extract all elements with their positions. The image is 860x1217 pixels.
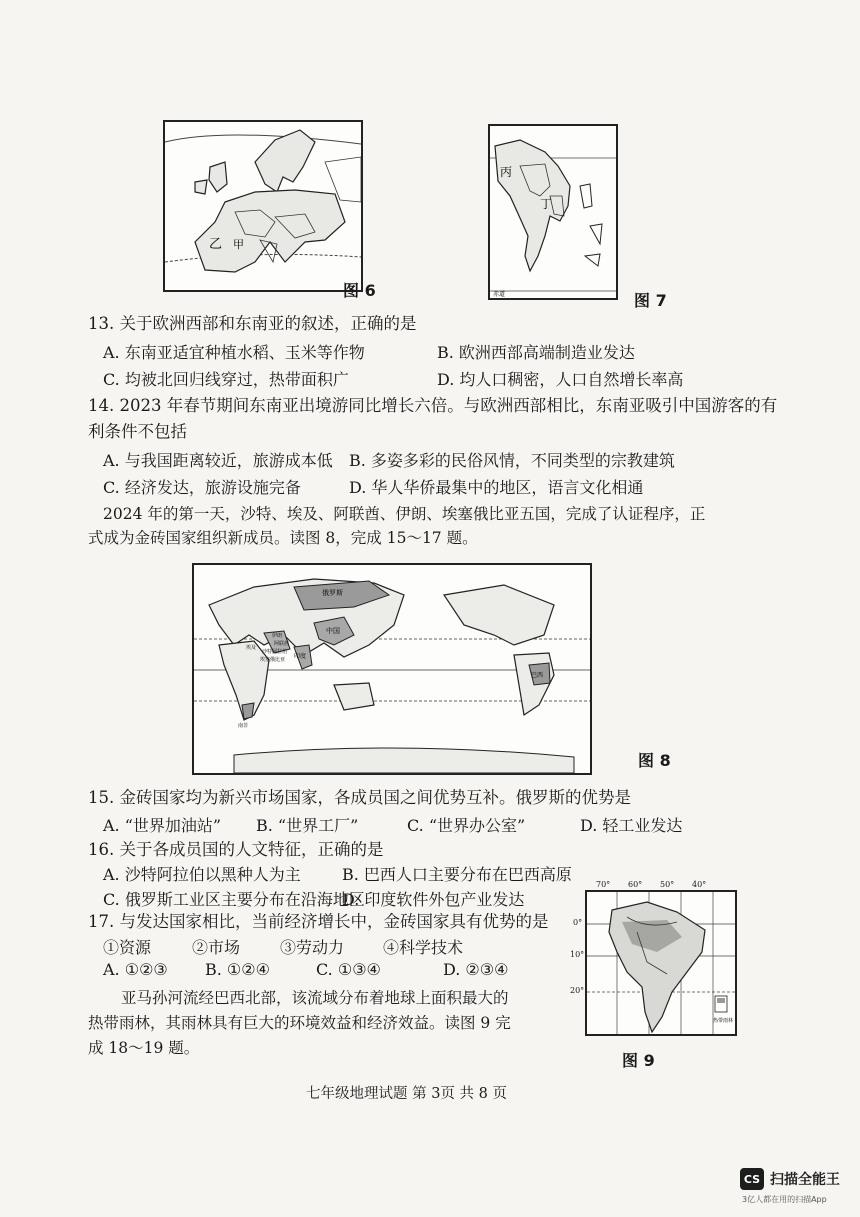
page-footer: 七年级地理试题 第 3页 共 8 页 [306,1086,507,1102]
q14-stem-line1: 14. 2023 年春节期间东南亚出境游同比增长六倍。与欧洲西部相比，东南亚吸引中国游客的有 [88,396,778,415]
europe-map-drawing [165,122,361,290]
q17-item-4: ④科学技术 [383,938,464,957]
q14-option-b: B. 多姿多彩的民俗风情，不同类型的宗教建筑 [349,451,675,470]
fig6-label-jia: 甲 [233,238,244,251]
figure-8-label: 图 8 [638,751,671,770]
scanner-tagline: 3亿人都在用的扫描App [742,1195,827,1204]
q13-option-b: B. 欧洲西部高端制造业发达 [437,343,635,362]
fig9-tick-10: 10° [570,950,585,959]
southeast-asia-map-drawing [490,126,616,298]
q16-option-c: C. 俄罗斯工业区主要分布在沿海地区 [103,890,365,909]
scanner-brand: 扫描全能王 [770,1172,840,1188]
q16-option-a: A. 沙特阿拉伯以黑种人为主 [103,865,301,884]
fig8-label-iran: 伊朗 [272,633,283,639]
fig7-label-ding: 丁 [540,197,553,211]
figure-6-label: 图 6 [343,281,376,300]
q15-option-b: B. “世界工厂” [256,816,359,835]
fig8-label-india: 印度 [294,653,307,660]
fig8-label-ethiopia: 埃塞俄比亚 [260,657,286,663]
scanner-logo: CS [740,1168,764,1190]
q17-option-a: A. ①②③ [103,960,168,979]
passage2-line2: 热带雨林，其雨林具有巨大的环境效益和经济效益。读图 9 完 [88,1014,511,1032]
q15-stem: 15. 金砖国家均为新兴市场国家，各成员国之间优势互补。俄罗斯的优势是 [88,788,631,807]
fig8-label-russia: 俄罗斯 [322,589,343,597]
fig7-equator-text: 赤道 [493,291,506,298]
figure-7-map [488,124,618,300]
figure-6-map [163,120,363,292]
q14-option-a: A. 与我国距离较近，旅游成本低 [103,451,333,470]
world-map-drawing [194,565,590,773]
figure-8-map [192,563,592,775]
q16-option-b: B. 巴西人口主要分布在巴西高原 [342,865,572,884]
fig8-label-egypt: 埃及 [246,645,257,651]
fig9-tick-0: 0° [573,918,583,927]
q17-item-2: ②市场 [192,938,241,957]
fig8-label-china: 中国 [326,627,340,635]
passage2-line3: 成 18～19 题。 [88,1039,200,1057]
fig9-tick-60: 60° [628,880,643,889]
q17-item-3: ③劳动力 [280,938,345,957]
fig9-tick-20: 20° [570,986,585,995]
fig8-label-uae: 阿联酋 [274,641,290,647]
figure-7-label: 图 7 [634,291,667,310]
q14-option-c: C. 经济发达，旅游设施完备 [103,478,301,497]
q13-stem: 13. 关于欧洲西部和东南亚的叙述，正确的是 [88,314,417,333]
q13-option-c: C. 均被北回归线穿过，热带面积广 [103,370,349,389]
fig7-label-bing: 丙 [500,165,513,179]
figure-9-label: 图 9 [622,1051,655,1070]
q17-option-b: B. ①②④ [205,960,270,979]
q15-option-d: D. 轻工业发达 [580,816,683,835]
q14-option-d: D. 华人华侨最集中的地区，语言文化相通 [349,478,644,497]
fig9-legend-text: 热带雨林 [713,1018,734,1024]
q17-option-d: D. ②③④ [443,960,509,979]
q15-option-a: A. “世界加油站” [103,816,222,835]
q14-stem-line2: 利条件不包括 [88,422,187,441]
fig8-label-brazil: 巴西 [531,672,544,679]
passage1-line2: 式成为金砖国家组织新成员。读图 8，完成 15～17 题。 [88,529,478,547]
q17-option-c: C. ①③④ [316,960,381,979]
passage1-line1: 2024 年的第一天，沙特、埃及、阿联酋、伊朗、埃塞俄比亚五国，完成了认证程序，正 [103,505,706,523]
south-america-map-drawing [587,892,735,1034]
q13-option-a: A. 东南亚适宜种植水稻、玉米等作物 [103,343,365,362]
fig9-tick-70: 70° [596,880,611,889]
q15-option-c: C. “世界办公室” [407,816,526,835]
fig6-label-yi: 乙 [209,237,223,252]
q16-stem: 16. 关于各成员国的人文特征，正确的是 [88,840,384,859]
q13-option-d: D. 均人口稠密，人口自然增长率高 [437,370,684,389]
fig9-tick-50: 50° [660,880,675,889]
q17-item-1: ①资源 [103,938,152,957]
figure-9-map [585,890,737,1036]
passage2-line1: 亚马孙河流经巴西北部，该流域分布着地球上面积最大的 [121,989,509,1007]
q16-option-d: D. 印度软件外包产业发达 [342,890,525,909]
fig8-label-saudi: 沙特阿拉伯 [262,649,288,655]
fig8-label-south-africa: 南非 [238,723,249,729]
q17-stem: 17. 与发达国家相比，当前经济增长中，金砖国家具有优势的是 [88,912,549,931]
fig9-tick-40: 40° [692,880,707,889]
